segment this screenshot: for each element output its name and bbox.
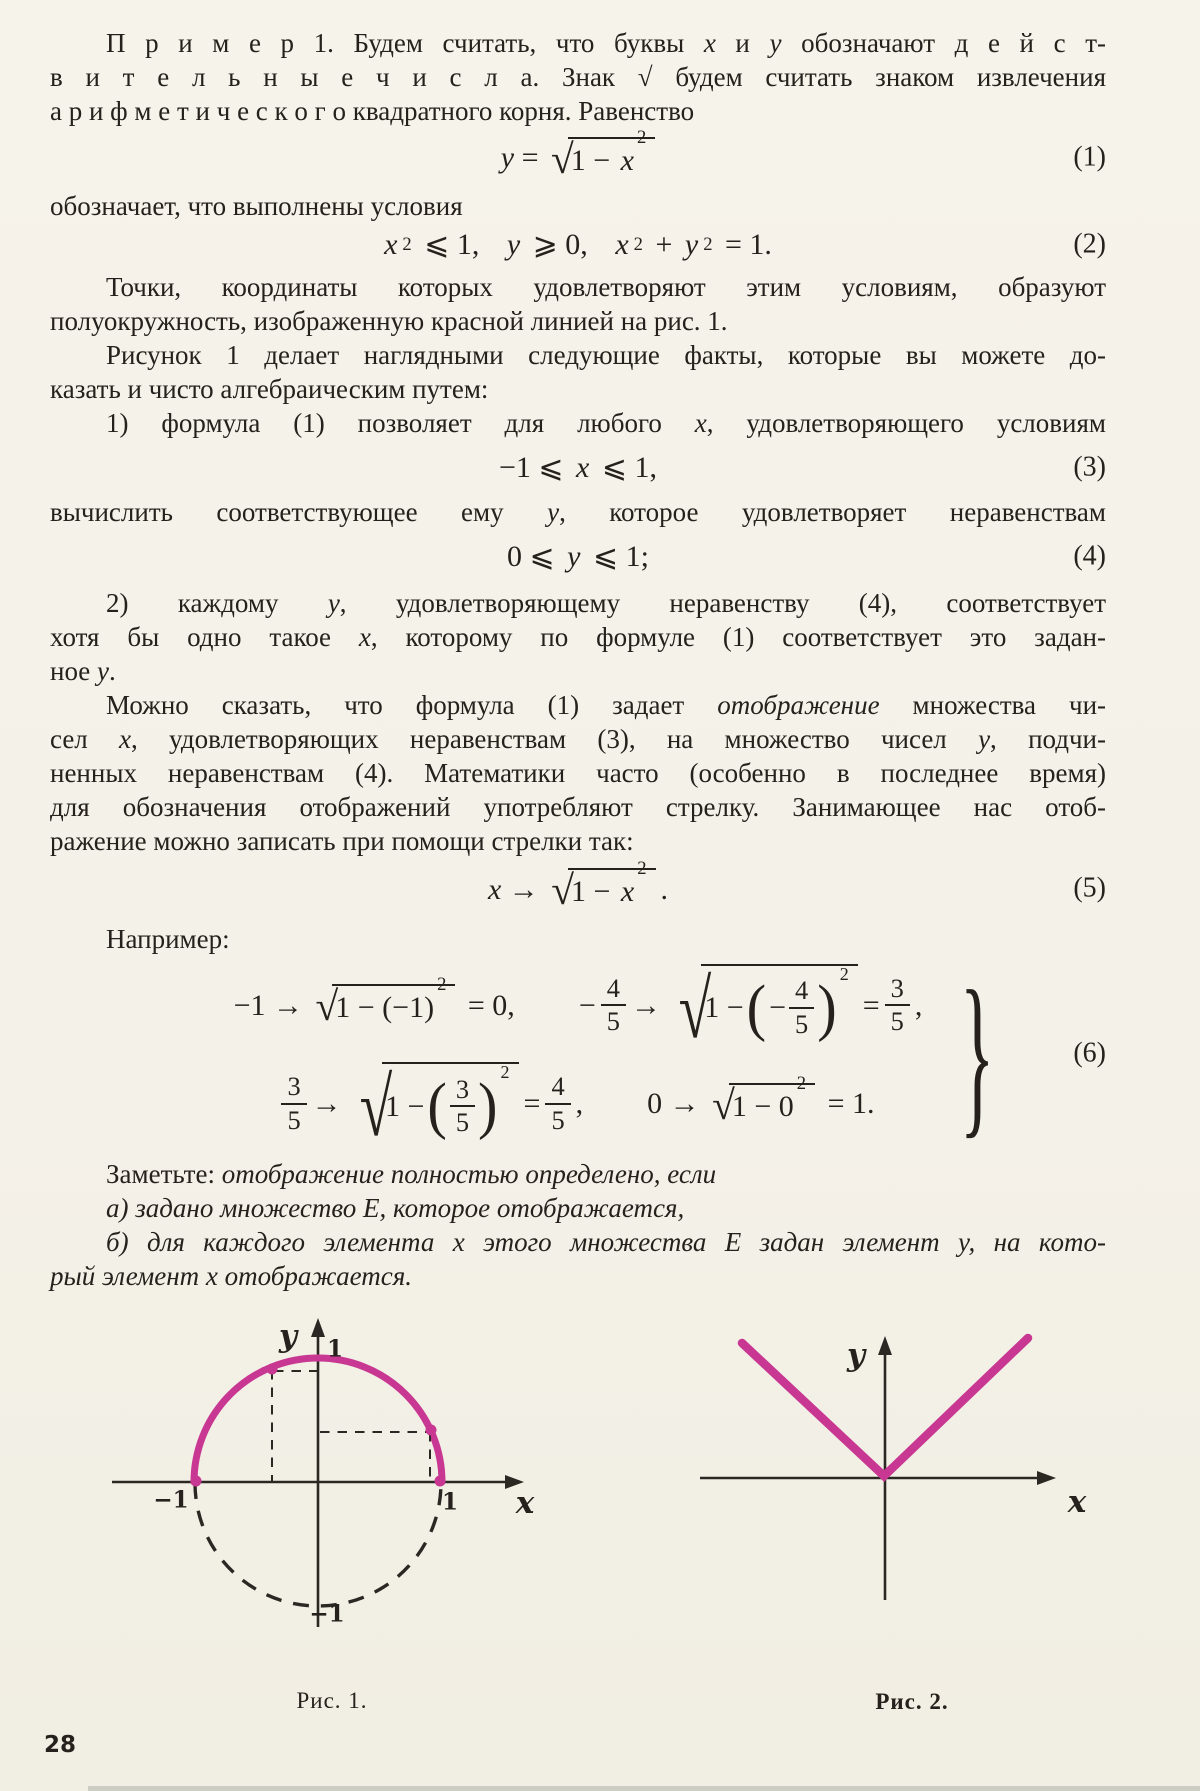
text-segment: обозначают д е й с т- [781,28,1106,58]
minus-sign: − [769,991,787,1025]
text-segment: и [715,28,770,58]
text-segment: отображение полностью определено, если [221,1158,717,1189]
denominator: 5 [551,1104,565,1135]
text-segment: 1 − [571,875,618,909]
text-segment: y [978,724,991,755]
text-segment: б) для каждого элемента x этого множества Е задан элемент y, на кото- [106,1226,1106,1257]
fig1-tick-one-right: 1 [441,1488,459,1516]
radicand: 1 − x 2 [568,868,656,909]
text-segment: y [500,141,515,175]
exponent: 2 [839,963,849,984]
fig1-y-arrowhead-icon [311,1318,325,1337]
text-segment: а) задано множество Е, которое отображается, [106,1192,685,1223]
text-segment: рый элемент x отображается. [50,1260,413,1291]
text-segment: y [769,28,782,58]
text-segment: ное [50,656,98,687]
equals-sign: = [523,1087,541,1121]
text-segment: = 1. [717,228,772,262]
fig2-y-axis-label: y [846,1337,866,1373]
text-segment: −1 → [233,988,311,1022]
text-segment: хотя бы одно такое [50,622,359,653]
text-segment: Рисунок 1 делает наглядными следующие факты, которые вы можете до- [106,340,1106,371]
denominator: 5 [890,1006,904,1037]
text-segment: в и т е л ь н ы е ч и с л а. Знак √ будем считать знаком извлечения [50,62,1106,92]
text-segment: x [358,622,371,653]
sqrt-icon: √ [678,962,712,1055]
text-segment: Заметьте: [106,1158,222,1189]
text-segment: ⩽ 1, [594,451,658,485]
fig1-y-axis-label: y [278,1318,298,1354]
fig1-point-upper-left [267,1364,278,1375]
right-paren: ) [478,1070,498,1141]
fig1-point-minus-one [191,1476,202,1487]
text-segment: сел [50,724,120,755]
sqrt-icon: √ [712,1081,735,1128]
equation-tail: . [660,872,669,906]
text-segment: x [620,875,635,909]
radicand-prefix: 1 − [384,1089,425,1123]
numerator: 4 [545,1072,570,1105]
comma: , [914,988,923,1022]
fig2-x-arrowhead-icon [1037,1471,1056,1485]
text-segment: → [501,872,547,906]
text-segment: ⩽ 1; [585,540,649,574]
text-segment: множества чи- [879,690,1107,721]
left-paren: ( [746,972,767,1043]
radicand-prefix: 1 − [704,991,744,1025]
fig2-y-arrowhead-icon [878,1336,892,1355]
denominator: 5 [795,1008,809,1039]
equation-label: (1) [1073,141,1106,173]
text-segment: Можно сказать, что формула (1) задает [106,690,718,721]
numerator: 3 [281,1072,306,1105]
equation-label: (4) [1073,540,1106,572]
sqrt-icon: √ [315,983,339,1030]
text-segment: = [514,141,546,175]
text-segment: x [487,872,502,906]
exponent: 2 [500,1062,510,1083]
text-segment: 1 − 0 [731,1089,794,1123]
radicand: 1 − 0 2 [729,1083,815,1124]
text-segment: ⩾ 0, [525,228,611,262]
text-segment: = 0, [460,988,515,1022]
text-segment: y [684,228,699,262]
text-segment: 2) каждому [106,588,328,619]
arrow-icon: → [630,988,661,1022]
text-segment: 1 − (−1) [335,991,435,1025]
equation-label: (5) [1073,872,1106,904]
fig1-x-axis-label: x [515,1485,535,1521]
arrow-icon: → [311,1087,342,1121]
fig1-point-plus-one [435,1476,446,1487]
page-number: 28 [44,1732,77,1758]
scan-edge-artifact [88,1786,1200,1791]
radicand: 1 − (−1) 2 [332,984,455,1025]
denominator: 5 [606,1006,620,1037]
text-segment: x [703,28,716,58]
text-segment: ⩽ 1, [416,228,502,262]
text-segment: y [547,497,560,528]
fig2-x-axis-label: x [1067,1484,1087,1520]
equals-sign: = [862,988,880,1022]
text-segment: −1 ⩽ [498,451,572,485]
equation-label: (3) [1073,451,1106,483]
text-segment: для обозначения отображений употребляют стрелку. Занимающее нас отоб- [50,792,1106,823]
fig1-caption: Рис. 1. [296,1688,368,1713]
text-segment: , удовлетворяющего условиям [706,408,1106,439]
denominator: 5 [455,1107,470,1138]
text-segment: П р и м е р 1. Будем считать, что буквы [106,28,704,58]
text-segment: 0 → [647,1087,708,1121]
numerator: 4 [789,976,814,1009]
text-segment: x [694,408,707,439]
text-segment: , удовлетворяющих неравенствам (3), на множество чисел [131,724,979,755]
text-segment: 1 − [570,143,618,177]
system-brace: } [959,954,995,1154]
text-segment: , которому по формуле (1) соответствует это задан- [370,622,1106,653]
text-segment: Например: [106,923,230,954]
text-segment: y [97,656,109,687]
sqrt-icon: √ [551,867,574,914]
numerator: 3 [450,1075,475,1108]
radicand: 1 − x 2 [568,137,656,178]
numerator: 4 [601,974,626,1007]
text-segment: а р и ф м е т и ч е с к о г о квадратного корня. Равенство [50,96,695,126]
left-paren: ( [427,1070,447,1141]
text-segment: ражение можно записать при помощи стрелки так: [50,826,634,857]
fig1-tick-minus-one-left: −1 [153,1486,189,1514]
text-segment: + [647,228,680,262]
equation-label: (6) [1073,1037,1106,1069]
text-segment: ненных неравенствам (4). Математики часто (особенно в последнее время) [50,758,1106,789]
text-segment: y [567,540,581,574]
text-segment: казать и чисто алгебраическим путем: [50,374,489,405]
equation-label: (2) [1073,228,1106,260]
minus-sign: − [578,988,596,1022]
text-segment: . [109,656,116,687]
fig1-point-right [426,1425,437,1436]
equation-body: x 2 ⩽ 1, y ⩾ 0, x 2 + y 2 = 1. [384,228,772,262]
text-segment: x [384,228,398,262]
sqrt-icon: √ [359,1061,392,1154]
fig2-caption: Рис. 2. [875,1689,949,1714]
text-segment: отображение [717,690,880,721]
text-segment: 0 ⩽ [507,540,563,574]
text-segment: x [615,228,629,262]
text-segment: y [327,588,340,619]
text-segment: = 1. [820,1087,875,1121]
text-segment: полуокружность, изображенную красной линией на рис. 1. [50,306,728,337]
text-segment: y [506,228,521,262]
numerator: 3 [885,974,910,1007]
text-segment: , удовлетворяющему неравенству (4), соответствует [339,588,1106,619]
text-segment: 1) формула (1) позволяет для любого [106,408,695,439]
text-segment: x [119,724,132,755]
text-segment: вычислить соответствующее ему [50,497,548,528]
text-segment: x [576,451,590,485]
right-paren: ) [817,972,837,1043]
fig1-tick-one-top: 1 [326,1335,344,1363]
sqrt-icon: √ [550,136,574,182]
comma: , [575,1087,584,1121]
text-segment: x [620,143,634,177]
text-segment: Точки, координаты которых удовлетворяют этим условиям, образуют [106,272,1106,303]
denominator: 5 [287,1104,301,1135]
text-segment: , которое удовлетворяет неравенствам [559,497,1106,528]
fig1-tick-minus-one-bottom: −1 [309,1600,345,1628]
text-segment: , подчи- [990,724,1106,755]
text-segment: обозначает, что выполнены условия [50,191,463,222]
